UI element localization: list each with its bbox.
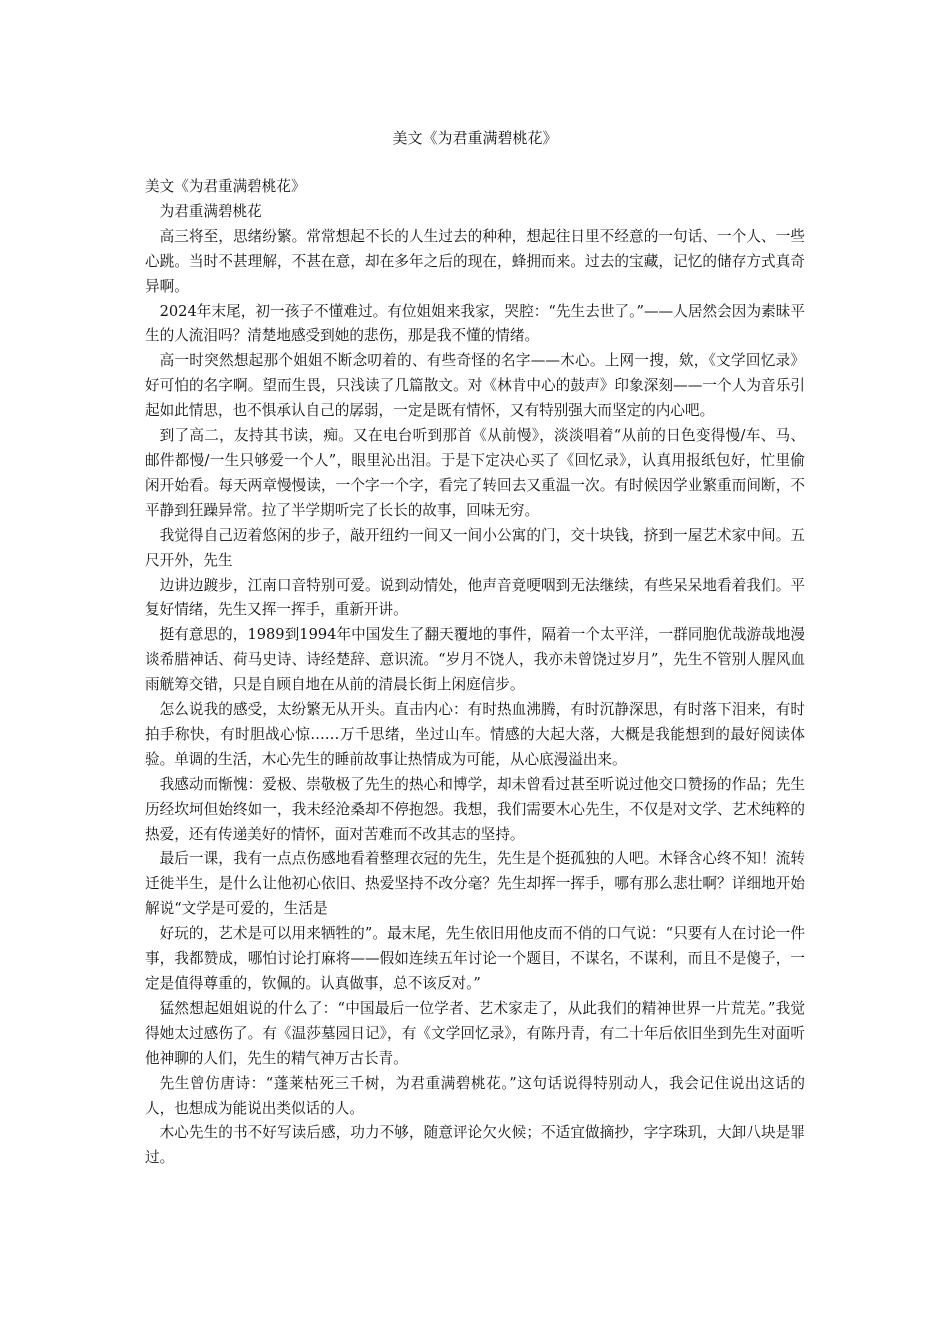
page-title: 美文《为君重满碧桃花》 — [392, 129, 558, 147]
article-heading: 美文《为君重满碧桃花》 — [145, 178, 306, 195]
paragraph: 挺有意思的，1989到1994年中国发生了翻天覆地的事件，隔着一个太平洋，一群同胞优哉游哉地漫谈希腊神话、荷马史诗、诗经楚辞、意识流。“岁月不饶人，我亦未曾饶过岁月”，先生不管别人腥风血雨觥筹交错，只是自顾自地在从前的清晨长街上闲庭信步。 — [145, 626, 805, 694]
paragraph: 好玩的，艺术是可以用来牺牲的”。最末尾，先生依旧用他皮而不俏的口气说：“只要有人在讨论一件事，我都赞成，哪怕讨论打麻将——假如连续五年讨论一个题目，不谋名，不谋利，而且不是傻子，一定是值得尊重的，钦佩的。认真做事，总不该反对。” — [145, 925, 805, 992]
article-body — [145, 175, 805, 1171]
article-subtitle: 为君重满碧桃花 — [159, 202, 262, 220]
paragraph: 木心先生的书不好写读后感，功力不够，随意评论欠火候；不适宜做摘抄，字字珠玑，大卸八块是罪过。 — [145, 1124, 805, 1167]
paragraph: 猛然想起姐姐说的什么了：“中国最后一位学者、艺术家走了，从此我们的精神世界一片荒芜。”我觉得她太过感伤了。有《温莎墓园日记》，有《文学回忆录》，有陈丹青，有二十年后依旧坐到先生对面听他神聊的人们，先生的精气神万古长青。 — [145, 999, 805, 1067]
paragraph: 我觉得自己迈着悠闲的步子，敲开纽约一间又一间小公寓的门，交十块钱，挤到一屋艺术家中间。五尺开外，先生 — [145, 526, 805, 569]
paragraph: 2024年末尾，初一孩子不懂难过。有位姐姐来我家，哭腔：“先生去世了。”——人居然会因为素昧平生的人流泪吗？清楚地感受到她的悲伤，那是我不懂的情绪。 — [145, 302, 805, 345]
paragraph: 高三将至，思绪纷繁。常常想起不长的人生过去的种种，想起往日里不经意的一句话、一个人、一些心跳。当时不甚理解，不甚在意，却在多年之后的现在，蜂拥而来。过去的宝藏，记忆的储存方式真奇异啊。 — [145, 227, 805, 295]
paragraph: 我感动而惭愧：爱极、崇敬极了先生的热心和博学，却未曾看过甚至听说过他交口赞扬的作品；先生历经坎坷但始终如一，我未经沧桑却不停抱怨。我想，我们需要木心先生，不仅是对文学、艺术纯粹的热爱，还有传递美好的情怀，面对苦难而不改其志的坚持。 — [145, 775, 805, 843]
paragraph: 到了高二，友持其书读，痴。又在电台听到那首《从前慢》，淡淡唱着“从前的日色变得慢/车、马、邮件都慢/一生只够爱一个人”，眼里沁出泪。于是下定决心买了《回忆录》，认真用报纸包好，忙里偷闲开始看。每天两章慢慢读，一个字一个字，看完了转回去又重温一次。有时候因学业繁重而间断，不平静到狂躁异常。拉了半学期听完了长长的故事，回味无穷。 — [145, 427, 805, 519]
paragraph: 怎么说我的感受，太纷繁无从开头。直击内心：有时热血沸腾，有时沉静深思，有时落下泪来，有时拍手称快，有时胆战心惊……万千思绪，坐过山车。情感的大起大落，大概是我能想到的最好阅读体验。单调的生活，木心先生的睡前故事让热情成为可能，从心底漫溢出来。 — [145, 701, 805, 768]
paragraph: 最后一课，我有一点点伤感地看着整理衣冠的先生，先生是个挺孤独的人吧。木铎含心终不知！流转迁徙半生，是什么让他初心依旧、热爱坚持不改分毫？先生却挥一挥手，哪有那么悲壮啊？详细地开始解说“文学是可爱的，生活是 — [145, 850, 805, 918]
paragraph: 边讲边踱步，江南口音特别可爱。说到动情处，他声音竟哽咽到无法继续，有些呆呆地看着我们。平复好情绪，先生又挥一挥手，重新开讲。 — [145, 576, 805, 619]
paragraph: 高一时突然想起那个姐姐不断念叨着的、有些奇怪的名字——木心。上网一搜，欸，《文学回忆录》好可怕的名字啊。望而生畏，只浅读了几篇散文。对《林肯中心的鼓声》印象深刻——一个人为音乐引起如此情思，也不惧承认自己的孱弱，一定是既有情怀，又有特别强大而坚定的内心吧。 — [145, 352, 805, 420]
paragraph: 先生曾仿唐诗：“蓬莱枯死三千树，为君重满碧桃花。”这句话说得特别动人，我会记住说出这话的人，也想成为能说出类似话的人。 — [145, 1074, 805, 1117]
